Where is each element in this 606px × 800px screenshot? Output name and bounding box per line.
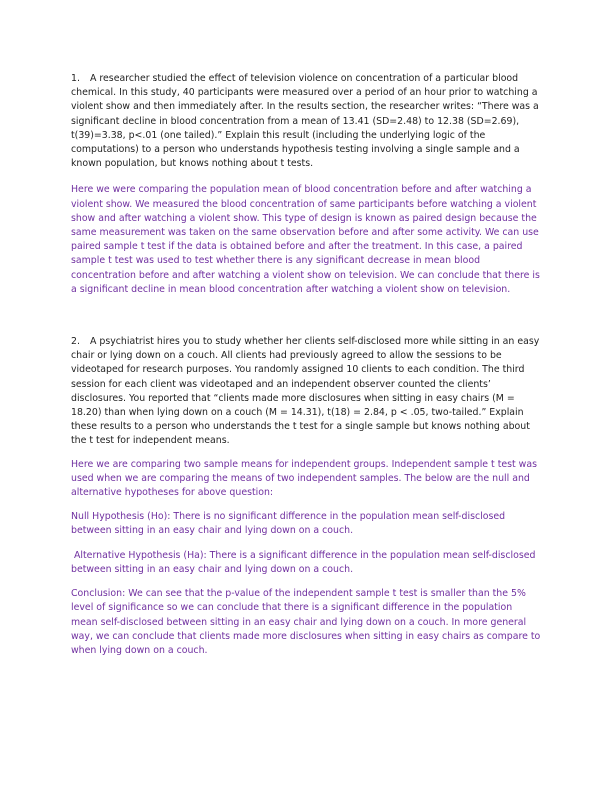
conclusion: Conclusion: We can see that the p-value of the independent sample t test is smaller than the 5% level of significance so we can conclude that there is a significant difference in the population mean self-disclosed between sitting in an easy chair and lying down on a couch. In more general way, we can conclude that clients made more disclosures when sitting in easy chairs as compare to when lying down on a couch. [71,588,541,656]
answer-1: Here we were comparing the population mean of blood concentration before and after watching a violent show. We measured the blood concentration of same participants before watching a violent show and after watching a violent show. This type of design is known as paired design because the same measurement was taken on the same observation before and after some activity. We can use paired sample t test if the data is obtained before and after the treatment. In this case, a paired sample t test was used to test whether there is any significant decrease in mean blood concentration before and after watching a violent show on television. We can conclude that there is a significant decline in mean blood concentration after watching a violent show on television. [71,184,540,295]
question-2-number: 2. [71,336,80,348]
document-page [71,72,541,658]
question-1 [71,72,541,171]
question-1-text: A researcher studied the effect of television violence on concentration of a particular blood chemical. In this study, 40 participants were measured over a period of an hour prior to watching a violent show and then immediately after. In the results section, the researcher writes: “There was a significant decline in blood concentration from a mean of 13.41 (SD=2.48) to 12.38 (SD=2.69), t(39)=3.38, p<.01 (one tailed).” Explain this result (including the underlying logic of the computations) to a person who understands hypothesis testing involving a single sample and a known population, but knows nothing about t tests. [71,73,539,170]
answer-2-intro: Here we are comparing two sample means for independent groups. Independent sample t test was used when we are comparing the means of two independent samples. The below are the null and alternative hypotheses for above question: [71,458,537,499]
alternative-hypothesis: Alternative Hypothesis (Ha): There is a significant difference in the population mean self-disclosed between sitting in an easy chair and lying down on a couch. [71,549,539,575]
null-hypothesis: Null Hypothesis (Ho): There is no significant difference in the population mean self-disclosed between sitting in an easy chair and lying down on a couch. [71,511,506,537]
question-2-text: A psychiatrist hires you to study whether her clients self-disclosed more while sitting in an easy chair or lying down on a couch. All clients had previously agreed to allow the sessions to be videotaped for research purposes. You randomly assigned 10 clients to each condition. The third session for each client was videotaped and an independent observer counted the clients’ disclosures. You reported that “clients made more disclosures when sitting in easy chairs (M = 18.20) than when lying down on a couch (M = 14.31), t(18) = 2.84, p < .05, two-tailed.” Explain these results to a person who understands the t test for a single sample but knows nothing about the t test for independent means. [71,336,540,447]
question-2 [71,335,541,449]
question-1-number: 1. [71,73,80,84]
